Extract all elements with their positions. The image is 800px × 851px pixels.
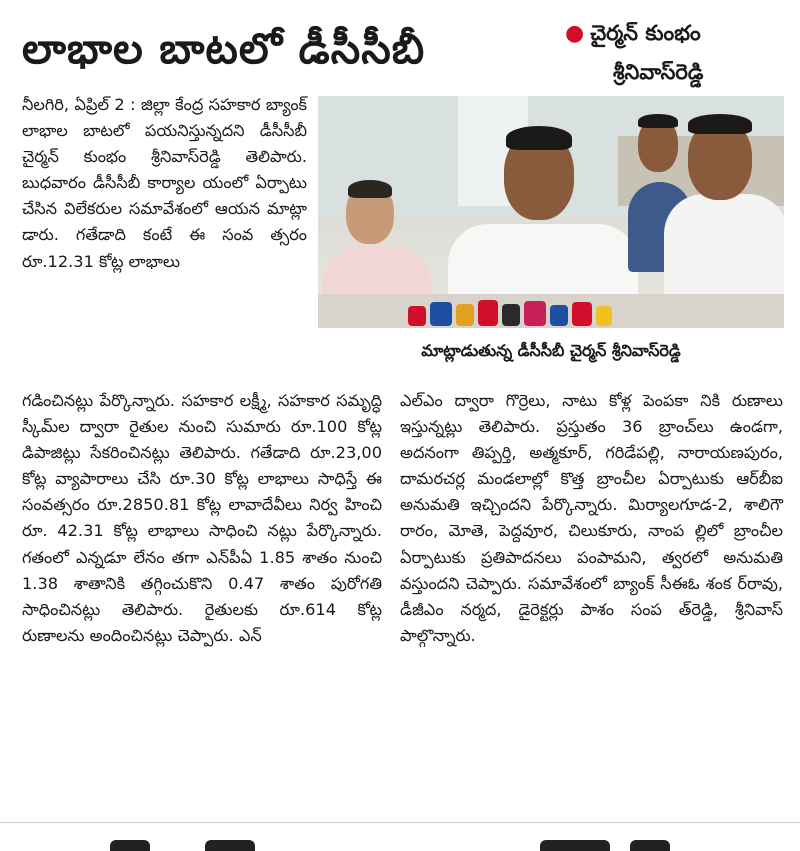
bullet-icon: ●	[565, 21, 585, 46]
cut-off-text-fragment	[630, 840, 670, 851]
press-meet-photo	[318, 96, 784, 328]
subhead-line1: చైర్మన్ కుంభం	[590, 21, 701, 45]
article-column-left-top	[22, 92, 307, 275]
subhead-line2: శ్రీనివాస్‌రెడ్డి	[613, 60, 704, 84]
page-divider	[0, 822, 800, 823]
headline: లాభాల బాటలో డీసీసీబీ	[22, 24, 426, 73]
subhead	[565, 14, 785, 91]
photo-caption: మాట్లాడుతున్న డీసీసీబీ చైర్మన్ శ్రీనివాస్‌రెడ్డి	[421, 341, 681, 360]
article-paragraph: నీలగిరి, ఏప్రిల్ 2 : జిల్లా కేంద్ర సహకార బ్యాంక్ లాభాల బాటలో పయనిస్తున్నదని డీసీసీబీ చైర్మన్ కుంభం శ్రీనివాస్‌రెడ్డి తెలిపారు. బుధవారం డీసీసీబీ కార్యాల యంలో ఏర్పాటు చేసిన విలేకరుల సమావేశంలో ఆయన మాట్లా డారు. గతేడాది కంటే ఈ సంవ త్సరం రూ.12.31 కోట్ల లాభాలు	[22, 95, 307, 271]
article-paragraph: గడించినట్లు పేర్కొన్నారు. సహకార లక్ష్మీ, సహకార సమృద్ధి స్కీమ్‌ల ద్వారా రైతుల నుంచి సుమారు రూ.100 కోట్ల డిపాజిట్లు సేకరించినట్లు తెలిపారు. గతేడాది రూ.23,00 కోట్ల వ్యాపారాలు చేసి రూ.30 కోట్ల లాభాలు సాధిస్తే ఈ సంవత్సరం రూ.2850.81 కోట్ల లావాదేవీలు నిర్వ హించి రూ. 42.31 కోట్ల లాభాలు సాధించి నట్లు పేర్కొన్నారు. గతంలో ఎన్నడూ లేనం తగా ఎన్‌పీఏ 1.85 శాతం నుంచి 1.38 శాతానికి తగ్గించుకొని 0.47 శాతం పురోగతి సాధించినట్లు తెలిపారు. రైతులకు రూ.614 కోట్ల రుణాలను అందించినట్లు చెప్పారు. ఎన్	[22, 391, 382, 645]
cut-off-text-fragment	[110, 840, 150, 851]
article-paragraph: ఎల్ఎం ద్వారా గొర్రెలు, నాటు కోళ్ల పెంపకా నికి రుణాలు ఇస్తున్నట్లు తెలిపారు. ప్రస్తుతం 36 బ్రాంచ్‌లు ఉండగా, అదనంగా తిప్పర్తి, అత్మకూర్, గరిడేపల్లి, నారాయణపురం, దామరచర్ల మండలాల్లో కొత్త బ్రాంచీల ఏర్పాటుకు ఆర్‌బీఐ అనుమతి ఇచ్చిందని పేర్కొన్నారు. మిర్యాలగూడ-2, శాలిగౌ రారం, మోతె, పెద్దవూర, చిలుకూరు, నాంప ల్లిలో బ్రాంచీల ఏర్పాటుకు ప్రతిపాదనలు పంపామని, త్వరలో అనుమతి వస్తుందని చెప్పారు. సమావేశంలో బ్యాంక్ సీఈఓ శంక ర్‌రావు, డీజీఎం నర్మద, డైరెక్టర్లు పాశం సంప త్‌రెడ్డి, శ్రీనివాస్ పాల్గొన్నారు.	[400, 391, 783, 645]
article-column-right	[400, 388, 783, 649]
article-column-left	[22, 388, 382, 649]
cut-off-text-fragment	[540, 840, 610, 851]
cut-off-text-fragment	[205, 840, 255, 851]
